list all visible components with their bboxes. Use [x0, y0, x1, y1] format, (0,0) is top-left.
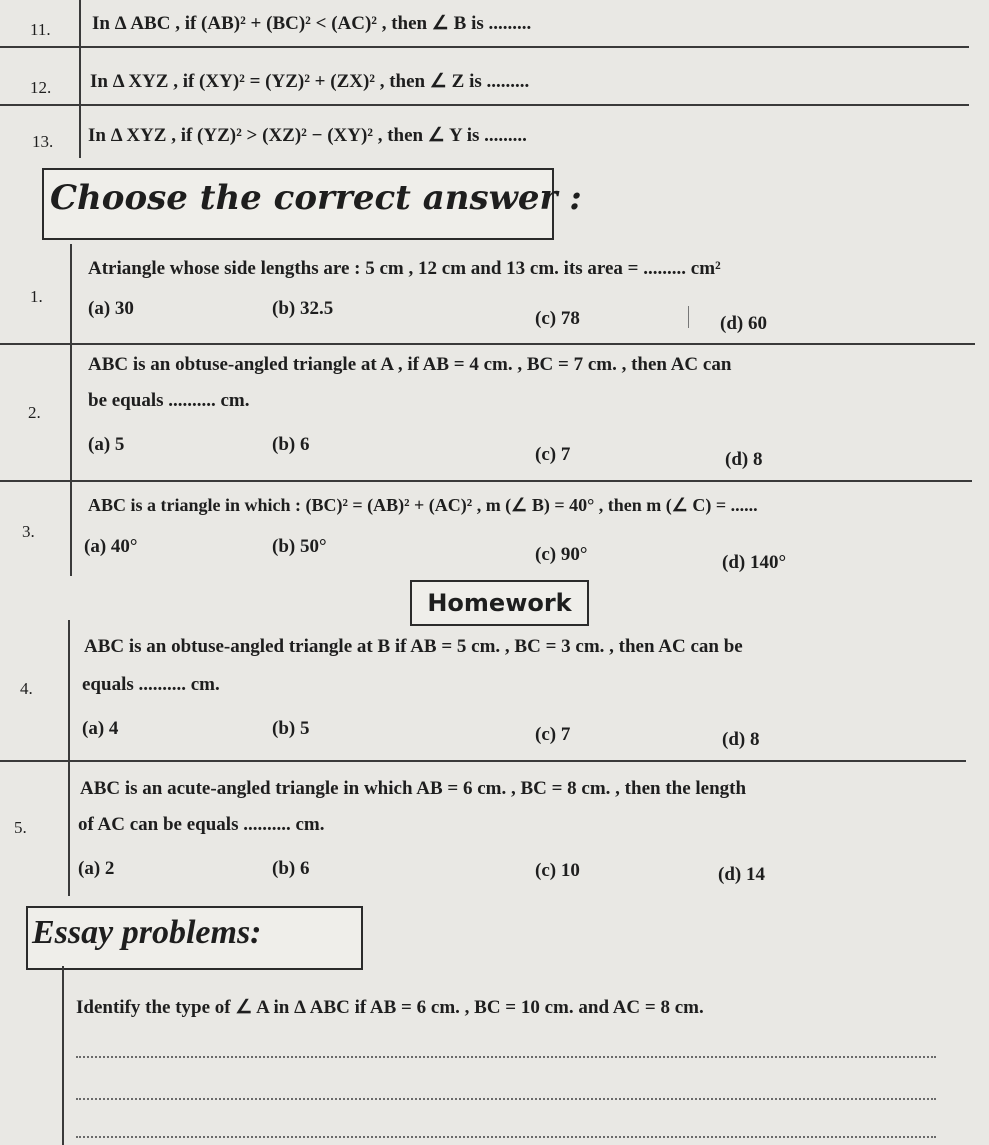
option-b: (b) 6 — [272, 858, 310, 879]
question-text: In Δ ABC , if (AB)² + (BC)² < (AC)² , then ∠ B is ......... — [92, 13, 532, 34]
question-text: ABC is an obtuse-angled triangle at A , if AB = 4 cm. , BC = 7 cm. , then AC can — [88, 354, 732, 375]
question-number: 11. — [30, 20, 51, 39]
option-d: (d) 60 — [720, 313, 767, 334]
question-text: ABC is an acute-angled triangle in which AB = 6 cm. , BC = 8 cm. , then the length — [80, 778, 747, 799]
question-text-cont: of AC can be equals .......... cm. — [78, 814, 325, 835]
question-text: In Δ XYZ , if (XY)² = (YZ)² + (ZX)² , then ∠ Z is ......... — [90, 71, 530, 92]
column-divider — [62, 966, 64, 1145]
answer-line — [76, 1098, 936, 1100]
question-text-cont: equals .......... cm. — [82, 674, 220, 695]
answer-line — [76, 1056, 936, 1058]
option-a: (a) 5 — [88, 434, 125, 455]
pencil-mark — [688, 306, 689, 328]
section-heading-choose — [42, 168, 582, 240]
column-divider — [70, 244, 72, 576]
option-d: (d) 8 — [722, 729, 760, 750]
option-d: (d) 140° — [722, 552, 787, 573]
section-heading-essay — [26, 906, 363, 970]
row-divider — [0, 480, 972, 482]
option-a: (a) 30 — [88, 298, 134, 319]
option-d: (d) 14 — [718, 864, 765, 885]
question-number: 2. — [28, 403, 41, 422]
option-b: (b) 50° — [272, 536, 327, 557]
column-divider — [68, 620, 70, 896]
option-c: (c) 7 — [535, 724, 571, 745]
homework-heading — [410, 580, 589, 626]
option-c: (c) 10 — [535, 860, 580, 881]
row-divider — [0, 46, 969, 48]
homework-title: Homework — [427, 589, 572, 617]
option-b: (b) 5 — [272, 718, 310, 739]
question-text: ABC is an obtuse-angled triangle at B if AB = 5 cm. , BC = 3 cm. , then AC can be — [84, 636, 743, 657]
question-number: 4. — [20, 679, 33, 698]
question-number: 1. — [30, 287, 43, 306]
essay-title: Essay problems: — [32, 914, 262, 951]
option-a: (a) 40° — [84, 536, 138, 557]
option-a: (a) 2 — [78, 858, 115, 879]
question-number: 13. — [32, 132, 54, 151]
row-divider — [0, 760, 966, 762]
option-d: (d) 8 — [725, 449, 763, 470]
option-c: (c) 90° — [535, 544, 588, 565]
row-divider — [0, 343, 975, 345]
question-text: ABC is a triangle in which : (BC)² = (AB)² + (AC)² , m (∠ B) = 40° , then m (∠ C) = ...... — [88, 495, 758, 515]
section-title: Choose the correct answer : — [50, 178, 582, 218]
option-c: (c) 78 — [535, 308, 580, 329]
option-a: (a) 4 — [82, 718, 119, 739]
option-b: (b) 32.5 — [272, 298, 334, 319]
question-number: 5. — [14, 818, 27, 837]
question-number: 12. — [30, 78, 52, 97]
question-text-cont: be equals .......... cm. — [88, 390, 250, 411]
answer-line — [76, 1136, 936, 1138]
essay-question: Identify the type of ∠ A in Δ ABC if AB = 6 cm. , BC = 10 cm. and AC = 8 cm. — [76, 997, 704, 1018]
option-c: (c) 7 — [535, 444, 571, 465]
question-number: 3. — [22, 522, 35, 541]
row-divider — [0, 104, 969, 106]
option-b: (b) 6 — [272, 434, 310, 455]
column-divider — [79, 0, 81, 158]
question-text: Atriangle whose side lengths are : 5 cm , 12 cm and 13 cm. its area = ......... cm² — [88, 258, 721, 279]
question-text: In Δ XYZ , if (YZ)² > (XZ)² − (XY)² , then ∠ Y is ......... — [88, 125, 527, 146]
